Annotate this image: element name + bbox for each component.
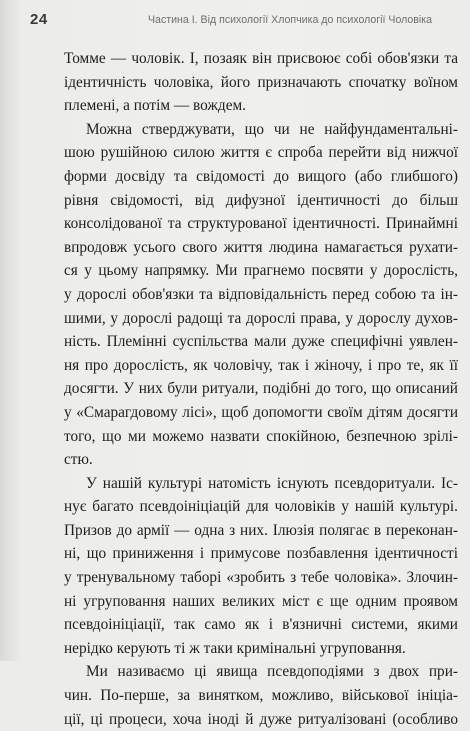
text-line: ність. Племінні суспільства мали дуже специфічні уявлен- xyxy=(64,333,458,351)
text-line: нерідко керують ті ж таки кримінальні угруповання. xyxy=(64,639,406,657)
paragraph xyxy=(64,47,458,118)
paragraph xyxy=(64,472,458,661)
text-line: форми досвіду та свідомості до вищого (або глибшого) xyxy=(64,167,458,185)
page-number: 24 xyxy=(30,11,48,28)
page-header xyxy=(30,11,456,33)
running-head: Частина І. Від психології Хлопчика до психології Чоловіка xyxy=(148,14,433,26)
text-line: нує багато псевдоініціацій для чоловіків у нашій культурі. xyxy=(64,498,458,516)
text-line: Ми називаємо ці явища псевдоподіями з двох при- xyxy=(86,663,458,681)
text-line: ні, що приниження і примусове позбавлення ідентичності xyxy=(64,545,458,563)
text-line: у тренувальному таборі «зробить з тебе чоловіка». Злочин- xyxy=(64,569,458,587)
text-line: чин. По-перше, за винятком, можливо, військової ініціа- xyxy=(64,687,458,705)
text-line: ні угруповання наших великих міст є ще одним проявом xyxy=(64,592,458,610)
text-line: псевдоініціації, так само як і в'язничні системи, якими xyxy=(64,616,458,634)
text-line: рівня свідомості, від дифузної ідентичності до більш xyxy=(64,191,458,209)
text-line: племені, а потім — вождем. xyxy=(64,97,247,115)
text-line: у «Смарагдовому лісі», щоб допомогти своїм дітям досягти xyxy=(64,403,458,421)
text-line: стю. xyxy=(64,451,93,469)
text-line: шими, у дорослі радощі та дорослі права, у дорослу духов- xyxy=(64,309,458,327)
text-line: досягти. У них були ритуали, подібні до того, що описаний xyxy=(64,380,458,398)
paragraph xyxy=(64,660,458,731)
text-line: ся у цьому напрямку. Ми прагнемо посвяти у дорослість, xyxy=(64,262,458,280)
text-line: шою рушійною силою життя є спроба перейти від нижчої xyxy=(64,144,458,162)
text-line: У нашій культурі натомість існують псевдоритуали. Іс- xyxy=(86,474,458,492)
text-line: Томме — чоловік. І, позаяк він присвоює собі обов'язки та xyxy=(64,50,458,67)
text-line: Призов до армії — одна з них. Ілюзія полягає в переконан- xyxy=(64,521,458,539)
text-line: консолідованої та структурованої ідентичності. Принаймні xyxy=(64,215,458,233)
text-line: Можна стверджувати, що чи не найфундаментальні- xyxy=(86,120,458,138)
text-line: ції, ці процеси, хоча іноді й дуже ритуалізовані (особливо xyxy=(64,710,458,728)
body-text xyxy=(64,47,458,731)
text-line: у дорослі обов'язки та відповідальність перед собою та ін- xyxy=(64,285,458,303)
paragraph xyxy=(64,118,458,472)
text-line: ня про дорослість, як чоловічу, так і жіночу, і про те, як її xyxy=(64,356,458,374)
text-line: впродовж усього свого життя людина намагається рухати- xyxy=(64,238,458,256)
text-line: того, що ми можемо назвати спокійною, безпечною зрілі- xyxy=(64,427,458,445)
text-line: ідентичність чоловіка, його призначають спочатку воїном xyxy=(64,73,458,91)
